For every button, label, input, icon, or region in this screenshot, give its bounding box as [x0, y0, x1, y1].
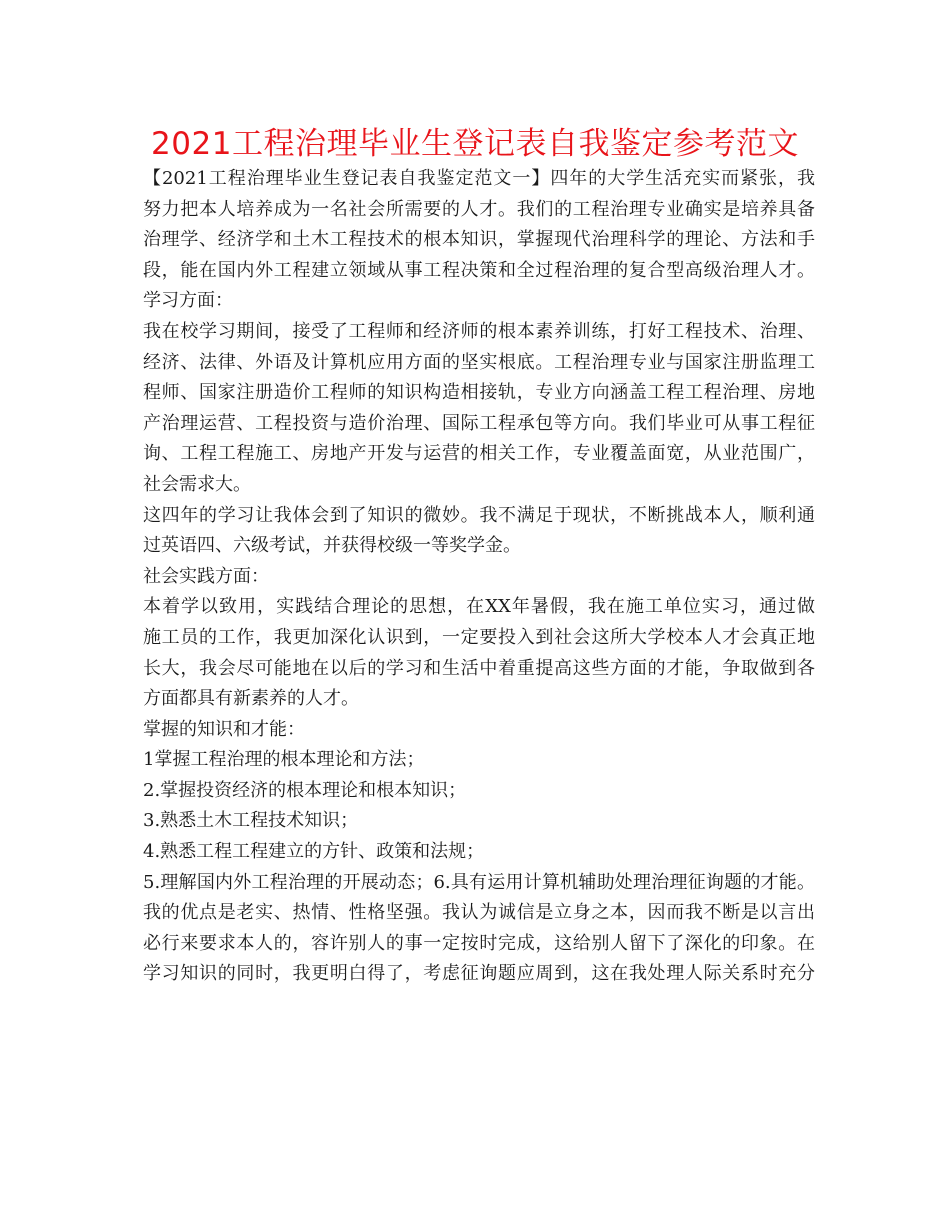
body-line: 5.理解国内外工程治理的开展动态；6.具有运用计算机辅助处理治理征询题的才能。: [143, 871, 815, 893]
body-line: 程师、国家注册造价工程师的知识构造相接轨，专业方向涵盖工程工程治理、房地: [143, 382, 815, 404]
body-line: 4.熟悉工程工程建立的方针、政策和法规；: [143, 841, 485, 863]
body-line: 方面都具有新素养的人才。: [143, 688, 359, 710]
body-line: 3.熟悉土木工程技术知识；: [143, 810, 359, 832]
document-body: [143, 164, 815, 990]
body-line: 长大，我会尽可能地在以后的学习和生活中着重提高这些方面的才能，争取做到各: [143, 657, 815, 679]
body-line: 1掌握工程治理的根本理论和方法；: [143, 749, 425, 771]
body-line: 本着学以致用，实践结合理论的思想，在XX年暑假，我在施工单位实习，通过做: [143, 596, 815, 618]
body-line: 学习知识的同时，我更明白得了，考虑征询题应周到，这在我处理人际关系时充分: [143, 963, 815, 985]
body-line: 2.掌握投资经济的根本理论和根本知识；: [143, 779, 467, 801]
body-line: 社会实践方面：: [143, 565, 269, 587]
body-line: 过英语四、六级考试，并获得校级一等奖学金。: [143, 535, 521, 557]
document-title: 2021工程治理毕业生登记表自我鉴定参考范文: [151, 126, 799, 162]
body-line: 我的优点是老实、热情、性格坚强。我认为诚信是立身之本，因而我不断是以言出: [143, 902, 815, 924]
body-line: 努力把本人培养成为一名社会所需要的人才。我们的工程治理专业确实是培养具备: [143, 198, 815, 220]
body-line: 社会需求大。: [143, 473, 251, 495]
body-line: 【2021工程治理毕业生登记表自我鉴定范文一】四年的大学生活充实而紧张，我: [143, 168, 815, 189]
body-line: 产治理运营、工程投资与造价治理、国际工程承包等方向。我们毕业可从事工程征: [143, 412, 815, 434]
body-line: 我在校学习期间，接受了工程师和经济师的根本素养训练，打好工程技术、治理、: [143, 320, 815, 342]
body-line: 治理学、经济学和土木工程技术的根本知识，掌握现代治理科学的理论、方法和手: [143, 229, 815, 251]
body-line: 询、工程工程施工、房地产开发与运营的相关工作，专业覆盖面宽，从业范围广，: [143, 443, 815, 465]
body-line: 必行来要求本人的，容许别人的事一定按时完成，这给别人留下了深化的印象。在: [143, 932, 815, 954]
body-line: 段，能在国内外工程建立领域从事工程决策和全过程治理的复合型高级治理人才。: [143, 259, 815, 281]
body-line: 这四年的学习让我体会到了知识的微妙。我不满足于现状，不断挑战本人，顺利通: [143, 504, 815, 526]
body-line: 施工员的工作，我更加深化认识到，一定要投入到社会这所大学校本人才会真正地: [143, 626, 815, 648]
body-line: 学习方面：: [143, 290, 233, 312]
body-line: 掌握的知识和才能：: [143, 718, 305, 740]
body-line: 经济、法律、外语及计算机应用方面的坚实根底。工程治理专业与国家注册监理工: [143, 351, 815, 373]
